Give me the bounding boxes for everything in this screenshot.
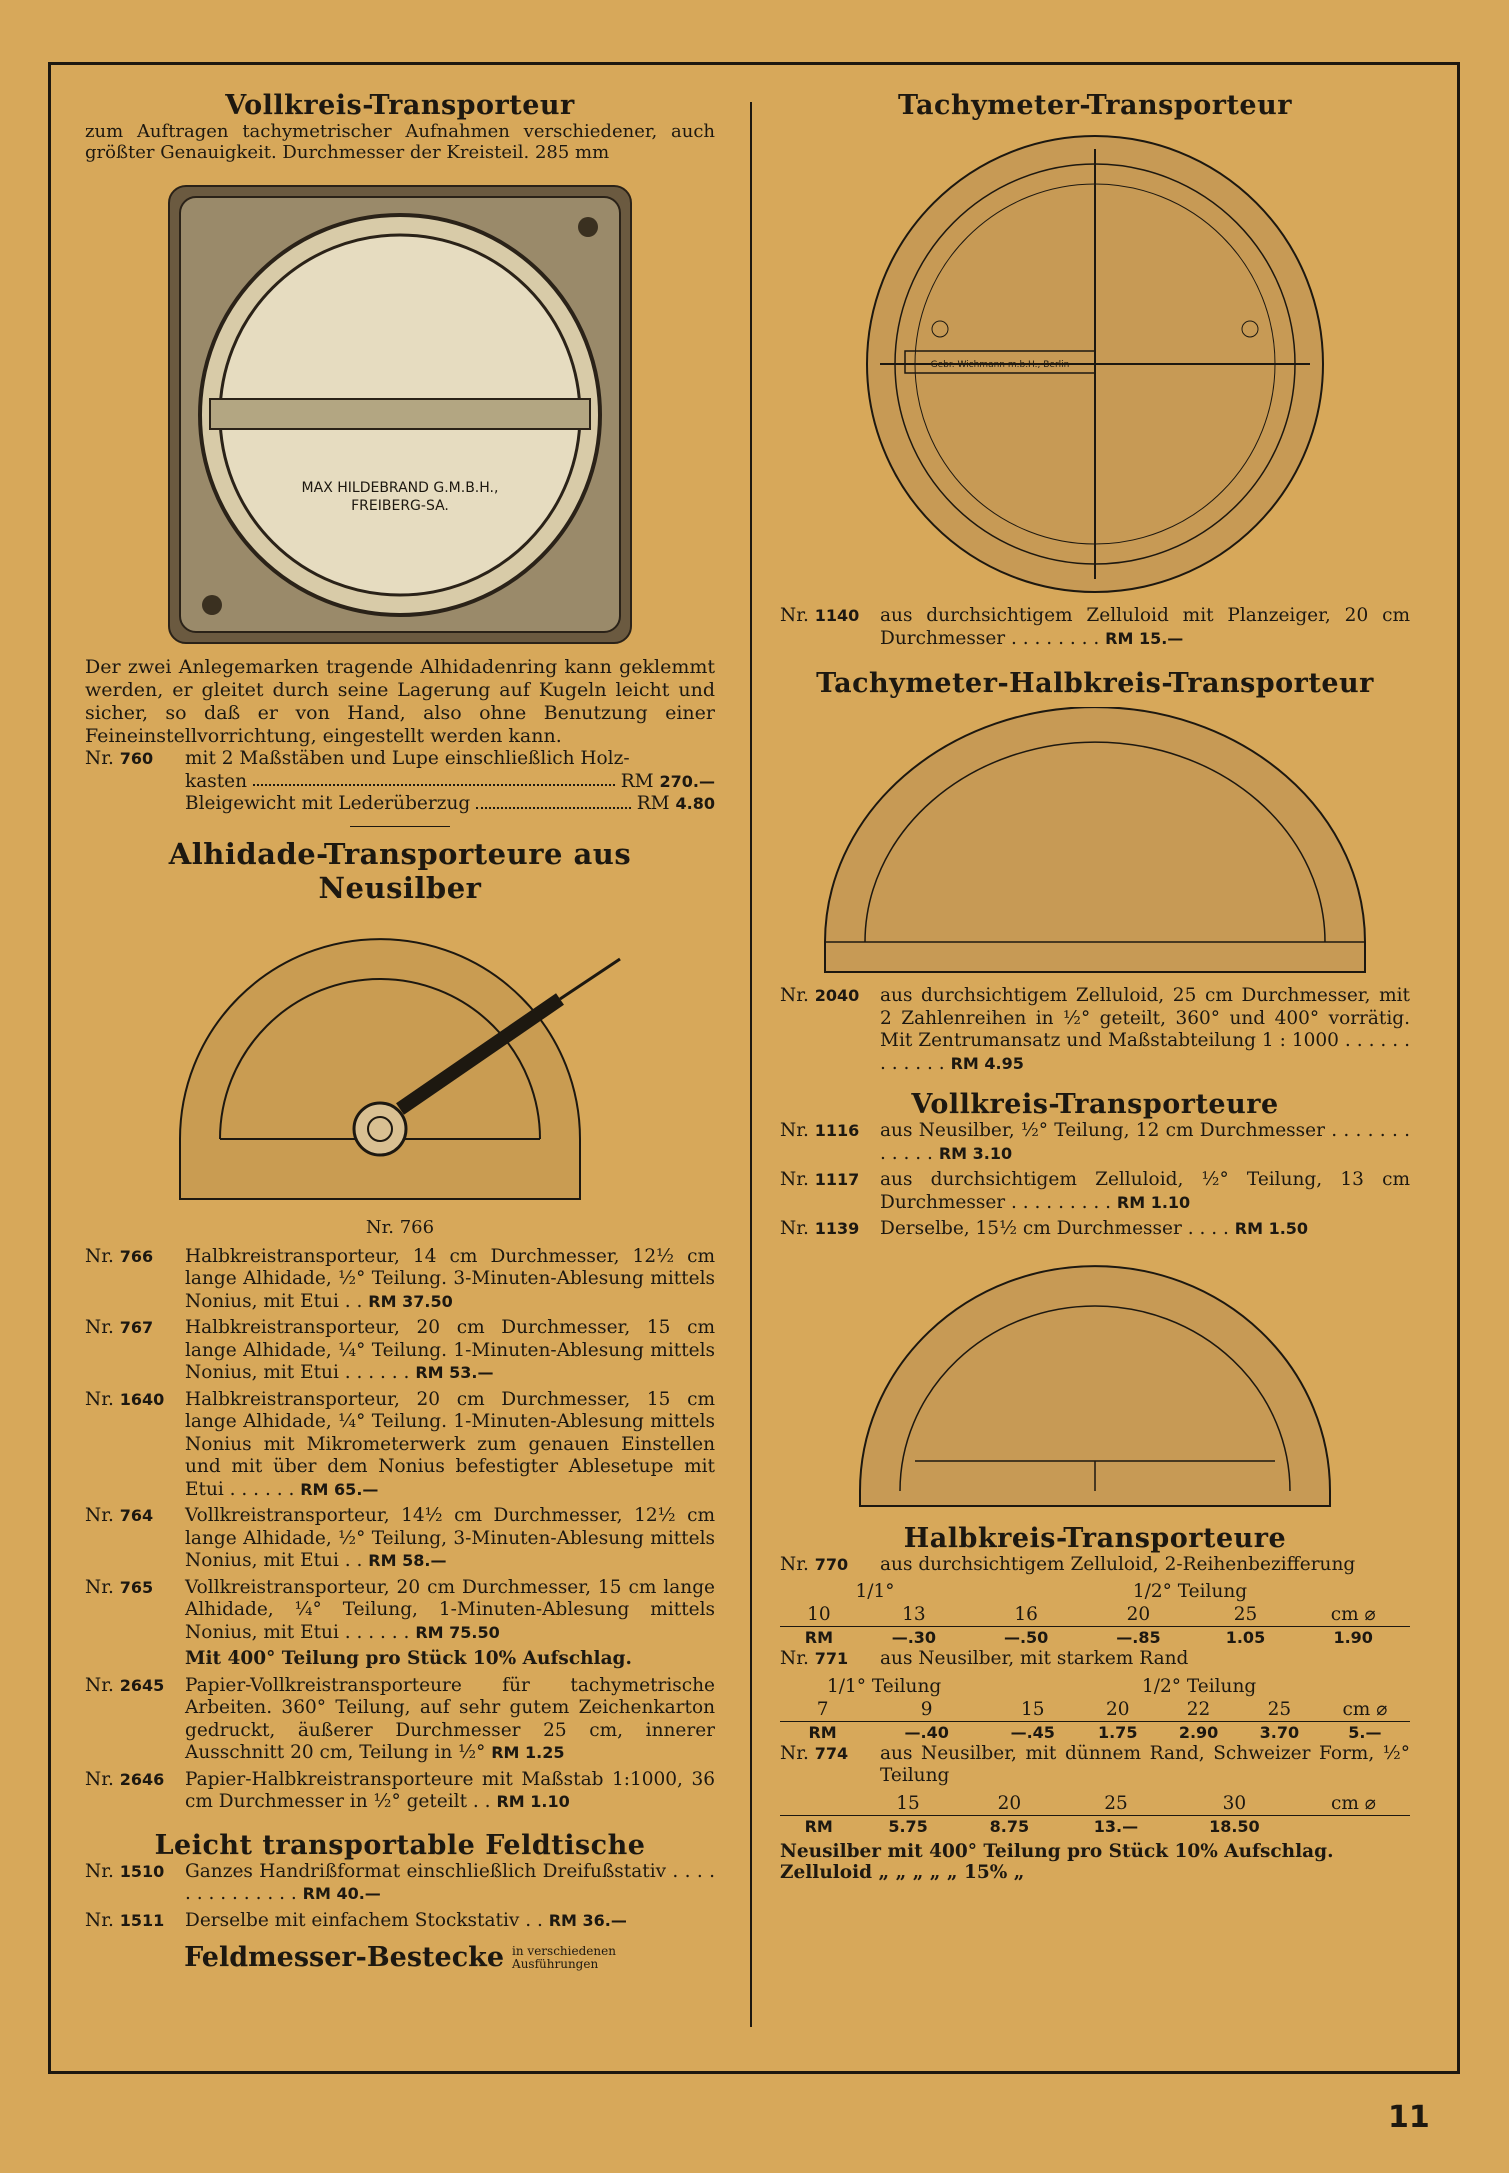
t770-size: 25 — [1233, 1604, 1258, 1625]
tachy-illustration — [860, 129, 1330, 599]
t771-price: RM — [808, 1722, 837, 1742]
text-1139: Derselbe, 15½ cm Durchmesser — [880, 1218, 1182, 1239]
entry-767: Nr. 767 Halbkreistransporteur, 20 cm Durchmesser, 15 cm lange Alhidade, ¼° Teilung. 1-Minuten-Ablesung mittels Nonius, mit Etui . . . . . . RM 53.— — [85, 1317, 715, 1383]
text-2040: aus durchsichtigem Zelluloid, 25 cm Durchmesser, mit 2 Zahlenreihen in ½° geteilt, 360° und 400° vorrätig. Mit Zentrumansatz und Maßstabteilung 1 : 1000 — [880, 985, 1410, 1051]
text-1511: Derselbe mit einfachem Stockstativ — [185, 1909, 520, 1931]
text-765: Vollkreistransporteur, 20 cm Durchmesser, 15 cm lange Alhidade, ¼° Teilung, 1-Minuten-Ablesung mittels Nonius, mit Etui — [185, 1576, 715, 1643]
bestecke-small1: in verschiedenen — [512, 1943, 616, 1958]
t770-size: 20 — [1126, 1604, 1151, 1625]
nr-760: 760 — [119, 749, 154, 768]
nr-1116: 1116 — [814, 1121, 860, 1140]
price-1511: RM 36.— — [548, 1910, 627, 1930]
entry-771: Nr. 771 aus Neusilber, mit starkem Rand — [780, 1648, 1410, 1671]
alhidade-title: Alhidade-Transporteure aus Neusilber — [168, 836, 632, 905]
price-1640: RM 65.— — [300, 1479, 379, 1499]
vollkreis2-title: Vollkreis-Transporteure — [911, 1089, 1279, 1120]
t771-price: 2.90 — [1178, 1722, 1219, 1742]
t770-head1: 1/1° — [855, 1581, 895, 1602]
entry-1140: Nr. 1140 aus durchsichtigem Zelluloid mit Planzeiger, 20 cm Durchmesser . . . . . . . . RM 15.— — [780, 605, 1410, 649]
text-1117: aus durchsichtigem Zelluloid, ½° Teilung, 13 cm Durchmesser — [880, 1169, 1410, 1213]
t770-unit: cm ⌀ — [1330, 1604, 1376, 1625]
t774-unit: cm ⌀ — [1331, 1792, 1376, 1814]
halbkreis-illustration — [855, 1261, 1335, 1511]
entry-760-line1: mit 2 Maßstäben und Lupe einschließlich Holz- — [185, 748, 630, 769]
t771-unit: cm ⌀ — [1342, 1698, 1388, 1720]
table-771 — [780, 1675, 1410, 1743]
nr-prefix: Nr. — [85, 748, 114, 769]
text-774: aus Neusilber, mit dünnem Rand, Schweizer Form, ½° Teilung — [880, 1742, 1410, 1786]
nr-2645: 2645 — [119, 1675, 165, 1695]
nr-2646: 2646 — [119, 1769, 165, 1789]
divider-rule — [350, 826, 450, 827]
entry-766: Nr. 766 Halbkreistransporteur, 14 cm Durchmesser, 12½ cm lange Alhidade, ½° Teilung. 3-Minuten-Ablesung mittels Nonius, mit Etui . . RM 37.50 — [85, 1245, 715, 1312]
t771-price: 5.— — [1348, 1722, 1382, 1742]
rm-label-2: RM — [636, 793, 670, 814]
t771-size: 7 — [816, 1698, 829, 1720]
entry-760 — [85, 748, 715, 816]
t774-price: 13.— — [1093, 1816, 1139, 1836]
bestecke-line — [85, 1942, 715, 1973]
nr-2040: 2040 — [814, 986, 860, 1005]
text-1140: aus durchsichtigem Zelluloid mit Planzeiger, 20 cm Durchmesser — [880, 605, 1410, 649]
tachy-image — [860, 129, 1330, 599]
page-number: 11 — [1388, 2100, 1430, 2135]
entry-2646: Nr. 2646 Papier-Halbkreistransporteure mit Maßstab 1:1000, 36 cm Durchmesser in ½° geteilt . . RM 1.10 — [85, 1768, 715, 1812]
price-1117: RM 1.10 — [1116, 1192, 1191, 1212]
text-766: Halbkreistransporteur, 14 cm Durchmesser, 12½ cm lange Alhidade, ½° Teilung. 3-Minuten-Ablesung mittels Nonius, mit Etui — [185, 1245, 715, 1312]
entry-1116: Nr. 1116 aus Neusilber, ½° Teilung, 12 cm Durchmesser . . . . . . . . . . . . RM 3.10 — [780, 1120, 1410, 1164]
entry-764: Nr. 764 Vollkreistransporteur, 14½ cm Durchmesser, 12½ cm lange Alhidade, ½° Teilung, 3-Minuten-Ablesung mittels Nonius, mit Etui . . RM 58.— — [85, 1505, 715, 1571]
t770-size: 13 — [902, 1604, 926, 1625]
t774-price: 18.50 — [1209, 1816, 1260, 1836]
t770-price: —.85 — [1116, 1628, 1161, 1647]
t771-head2: 1/2° Teilung — [1141, 1675, 1257, 1697]
entry-1640: Nr. 1640 Halbkreistransporteur, 20 cm Durchmesser, 15 cm lange Alhidade, ¼° Teilung. 1-Minuten-Ablesung mittels Nonius mit Mikrometerwerk zum genauen Einstellen und mit über dem Nonius befestigter Ablesetupe mit Etui . . . . . . RM 65.— — [85, 1388, 715, 1500]
t774-size: 30 — [1222, 1792, 1247, 1814]
text-1116: aus Neusilber, ½° Teilung, 12 cm Durchmesser — [880, 1120, 1325, 1141]
entry-774: Nr. 774 aus Neusilber, mit dünnem Rand, Schweizer Form, ½° Teilung — [780, 1742, 1410, 1786]
price-bleigewicht: 4.80 — [675, 794, 715, 813]
nr-766: 766 — [119, 1246, 154, 1266]
t774-price: 8.75 — [989, 1816, 1030, 1836]
halbtachy-title: Tachymeter-Halbkreis-Transporteur — [816, 668, 1374, 699]
t771-size: 20 — [1105, 1698, 1130, 1720]
price-2646: RM 1.10 — [496, 1792, 570, 1811]
vollkreis-subtitle: zum Auftragen tachymetrischer Aufnahmen verschiedener, auch größter Genauigkeit. Durchmesser der Kreisteil. 285 mm — [85, 121, 715, 163]
price-2040: RM 4.95 — [950, 1053, 1024, 1073]
nr-770: 770 — [814, 1554, 849, 1574]
entry-2645: Nr. 2645 Papier-Vollkreistransporteure für tachymetrische Arbeiten. 360° Teilung, auf sehr gutem Zeichenkarton gedruckt, äußerer Durchmesser 25 cm, innerer Ausschnitt 20 cm, Teilung in ½° RM 1.25 — [85, 1674, 715, 1763]
t770-head2: 1/2° Teilung — [1132, 1581, 1248, 1602]
entry-1510: Nr. 1510 Ganzes Handrißformat einschließlich Dreifußstativ . . . . . . . . . . . . . . RM 40.— — [85, 1860, 715, 1904]
entry-765: Nr. 765 Vollkreistransporteur, 20 cm Durchmesser, 15 cm lange Alhidade, ¼° Teilung, 1-Minuten-Ablesung mittels Nonius, mit Etui . . . . . . RM 75.50 — [85, 1576, 715, 1643]
entry-1511: Nr. 1511 Derselbe mit einfachem Stockstativ . . RM 36.— — [85, 1909, 627, 1931]
surcharge-line — [85, 1648, 715, 1671]
text-764: Vollkreistransporteur, 14½ cm Durchmesser, 12½ cm lange Alhidade, ½° Teilung, 3-Minuten-Ablesung mittels Nonius, mit Etui — [185, 1505, 715, 1571]
text-770: aus durchsichtigem Zelluloid, 2-Reihenbezifferung — [880, 1553, 1356, 1575]
nr-1511: 1511 — [119, 1910, 165, 1930]
table-774 — [780, 1792, 1410, 1837]
entry-2040: Nr. 2040 aus durchsichtigem Zelluloid, 25 cm Durchmesser, mit 2 Zahlenreihen in ½° geteilt, 360° und 400° vorrätig. Mit Zentrumansatz und Maßstabteilung 1 : 1000 . . . . . . . . . . . . RM 4.95 — [780, 985, 1410, 1074]
nr-767: 767 — [119, 1318, 154, 1337]
price-765: RM 75.50 — [415, 1622, 500, 1642]
t770-price: —.30 — [891, 1628, 937, 1647]
vollkreis-image — [168, 185, 632, 644]
feldtische-title: Leicht transportable Feldtische — [154, 1829, 646, 1861]
entry-1139: Nr. 1139 Derselbe, 15½ cm Durchmesser . . . . RM 1.50 — [780, 1218, 1309, 1239]
vollkreis-desc: Der zwei Anlegemarken tragende Alhidadenring kann geklemmt werden, er gleitet durch seine Lagerung auf Kugeln leicht und sicher, so daß er von Hand, also ohne Benutzung einer Feineinstellvorrichtung, eingestellt werden kann. — [85, 656, 715, 747]
text-771: aus Neusilber, mit starkem Rand — [880, 1648, 1189, 1669]
right-column — [780, 90, 1410, 1883]
entry-760-line3: Bleigewicht mit Lederüberzug — [185, 793, 471, 814]
t771-price: 1.75 — [1097, 1722, 1138, 1742]
halbtachy-image — [820, 707, 1370, 977]
t771-price: —.45 — [1010, 1722, 1055, 1742]
nr-1140: 1140 — [814, 606, 860, 625]
rm-label: RM — [620, 770, 654, 792]
t771-size: 9 — [920, 1698, 933, 1720]
price-767: RM 53.— — [415, 1363, 494, 1382]
t774-size: 15 — [896, 1792, 920, 1814]
left-column — [85, 90, 715, 1973]
text-2646: Papier-Halbkreistransporteure mit Maßstab 1:1000, 36 cm Durchmesser in ½° geteilt — [185, 1768, 715, 1812]
t774-size: 25 — [1104, 1792, 1128, 1814]
vollkreis-illustration — [170, 187, 630, 642]
price-1139: RM 1.50 — [1234, 1219, 1309, 1238]
bestecke-title: Feldmesser-Bestecke — [184, 1942, 505, 1973]
t770-price: 1.90 — [1333, 1628, 1373, 1647]
alhidade-image — [160, 919, 640, 1209]
t770-size: 10 — [807, 1604, 831, 1625]
nr-1117: 1117 — [814, 1170, 860, 1189]
t771-size: 15 — [1020, 1698, 1045, 1720]
alhidade-entries — [85, 1246, 715, 1814]
halbkreis-title: Halbkreis-Transporteure — [903, 1522, 1287, 1554]
text-1510: Ganzes Handrißformat einschließlich Dreifußstativ — [185, 1860, 667, 1882]
halbkreis-image — [855, 1261, 1335, 1511]
halbtachy-illustration — [820, 707, 1370, 977]
surcharge-text: Mit 400° Teilung pro Stück 10% Aufschlag. — [185, 1648, 632, 1669]
t770-price: RM — [804, 1628, 833, 1647]
alhidade-illustration — [160, 919, 640, 1209]
nr-774: 774 — [814, 1743, 849, 1763]
nr-1510: 1510 — [119, 1861, 165, 1881]
t771-size: 25 — [1267, 1698, 1292, 1720]
price-1140: RM 15.— — [1105, 628, 1184, 648]
maker-line2: FREIBERG-SA. — [351, 498, 449, 514]
entry-1117: Nr. 1117 aus durchsichtigem Zelluloid, ½° Teilung, 13 cm Durchmesser . . . . . . . . . RM 1.10 — [780, 1169, 1410, 1213]
nr-765: 765 — [119, 1577, 154, 1597]
price-764: RM 58.— — [368, 1551, 447, 1570]
nr-771: 771 — [814, 1649, 849, 1668]
t770-price: —.50 — [1003, 1628, 1049, 1647]
column-divider — [750, 102, 752, 2027]
bestecke-small2: Ausführungen — [512, 1956, 599, 1971]
price-2645: RM 1.25 — [491, 1743, 565, 1762]
note-neusilber: Neusilber mit 400° Teilung pro Stück 10% Aufschlag. — [780, 1840, 1334, 1862]
nr-1139: 1139 — [814, 1219, 860, 1238]
price-1116: RM 3.10 — [938, 1143, 1013, 1163]
nr-764: 764 — [119, 1506, 154, 1525]
text-2645: Papier-Vollkreistransporteure für tachymetrische Arbeiten. 360° Teilung, auf sehr gutem Zeichenkarton gedruckt, äußerer Durchmesser 25 cm, innerer Ausschnitt 20 cm, Teilung in ½° — [185, 1674, 715, 1763]
vollkreis-title: Vollkreis-Transporteur — [225, 90, 575, 121]
alhidade-caption: Nr. 766 — [365, 1216, 435, 1238]
tachy-maker: Gebr. Wichmann m.b.H., Berlin — [930, 360, 1070, 370]
entry-760-line2: kasten — [185, 770, 248, 792]
text-1640: Halbkreistransporteur, 20 cm Durchmesser, 15 cm lange Alhidade, ¼° Teilung. 1-Minuten-Ablesung mittels Nonius mit Mikrometerwerk zum genauen Einstellen und mit über dem Nonius befestigter Ablesetupe mit Etui — [185, 1388, 715, 1500]
t770-size: 16 — [1014, 1604, 1038, 1625]
price-766: RM 37.50 — [368, 1291, 453, 1311]
t770-price: 1.05 — [1225, 1628, 1266, 1647]
price-1510: RM 40.— — [302, 1884, 381, 1903]
entry-770: Nr. 770 aus durchsichtigem Zelluloid, 2-Reihenbezifferung — [780, 1554, 1410, 1577]
price-760: 270.— — [659, 771, 715, 791]
nr-1640: 1640 — [119, 1389, 165, 1409]
t771-price: 3.70 — [1259, 1722, 1300, 1742]
t771-head1: 1/1° Teilung — [826, 1675, 942, 1697]
table-770 — [780, 1580, 1410, 1648]
t774-price: RM — [804, 1816, 833, 1836]
text-767: Halbkreistransporteur, 20 cm Durchmesser, 15 cm lange Alhidade, ¼° Teilung. 1-Minuten-Ablesung mittels Nonius, mit Etui — [185, 1317, 715, 1383]
note-zelluloid: Zelluloid „ „ „ „ „ 15% „ — [780, 1861, 1025, 1883]
t771-size: 22 — [1186, 1698, 1211, 1720]
maker-line1: MAX HILDEBRAND G.M.B.H., — [301, 480, 499, 496]
tachy-title: Tachymeter-Transporteur — [898, 90, 1292, 121]
t774-price: 5.75 — [888, 1816, 928, 1836]
t771-price: —.40 — [904, 1722, 949, 1742]
t774-size: 20 — [997, 1792, 1022, 1814]
